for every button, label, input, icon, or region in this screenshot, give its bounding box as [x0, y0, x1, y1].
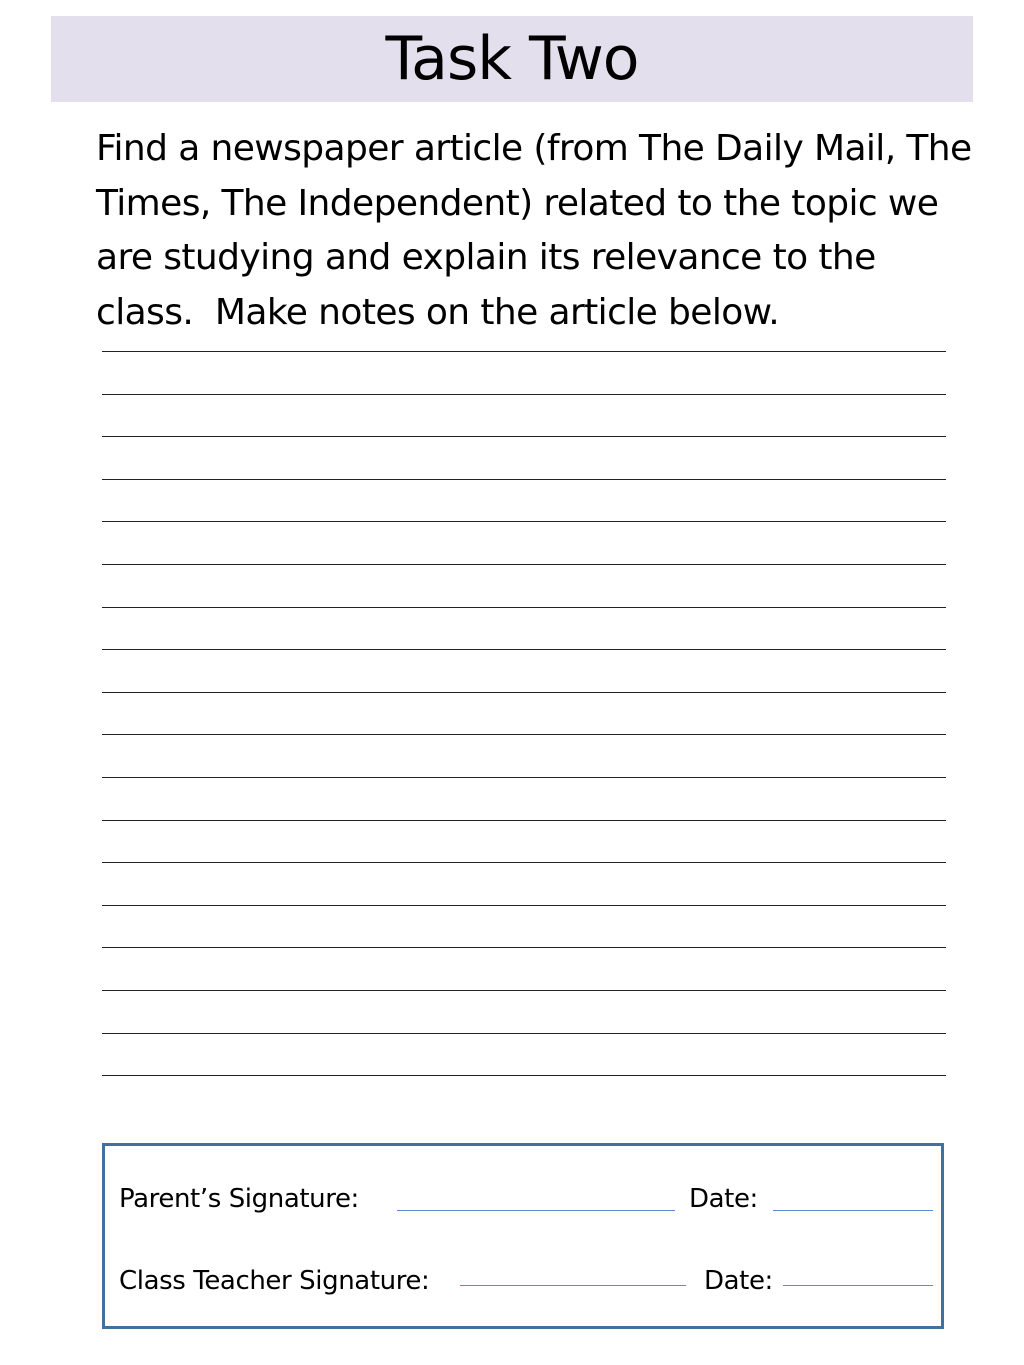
- writing-line[interactable]: [102, 351, 946, 394]
- writing-line[interactable]: [102, 1075, 946, 1118]
- teacher-date-label: Date:: [704, 1266, 773, 1296]
- page-title: Task Two: [385, 24, 639, 94]
- writing-line[interactable]: [102, 734, 946, 777]
- writing-line[interactable]: [102, 564, 946, 607]
- writing-line[interactable]: [102, 820, 946, 863]
- title-banner: [51, 16, 973, 102]
- writing-line[interactable]: [102, 649, 946, 692]
- parent-signature-field[interactable]: [397, 1210, 675, 1211]
- parent-date-field[interactable]: [773, 1210, 933, 1211]
- writing-line[interactable]: [102, 905, 946, 948]
- writing-line[interactable]: [102, 394, 946, 437]
- writing-line[interactable]: [102, 1033, 946, 1076]
- writing-line[interactable]: [102, 607, 946, 650]
- writing-line[interactable]: [102, 479, 946, 522]
- notes-writing-area[interactable]: [102, 351, 946, 1118]
- parent-date-label: Date:: [689, 1184, 758, 1214]
- writing-line[interactable]: [102, 862, 946, 905]
- writing-line[interactable]: [102, 777, 946, 820]
- writing-line[interactable]: [102, 436, 946, 479]
- teacher-signature-field[interactable]: [460, 1285, 686, 1286]
- signature-box: [102, 1143, 944, 1329]
- writing-line[interactable]: [102, 990, 946, 1033]
- task-instructions: Find a newspaper article (from The Daily Mail, The Times, The Independent) related to the topic we are studying and explain its relevance to the class. Make notes on the article below.: [96, 128, 983, 333]
- parent-signature-label: Parent’s Signature:: [119, 1184, 359, 1214]
- writing-line[interactable]: [102, 947, 946, 990]
- teacher-signature-label: Class Teacher Signature:: [119, 1266, 430, 1296]
- writing-line[interactable]: [102, 692, 946, 735]
- writing-line[interactable]: [102, 521, 946, 564]
- teacher-date-field[interactable]: [783, 1285, 933, 1286]
